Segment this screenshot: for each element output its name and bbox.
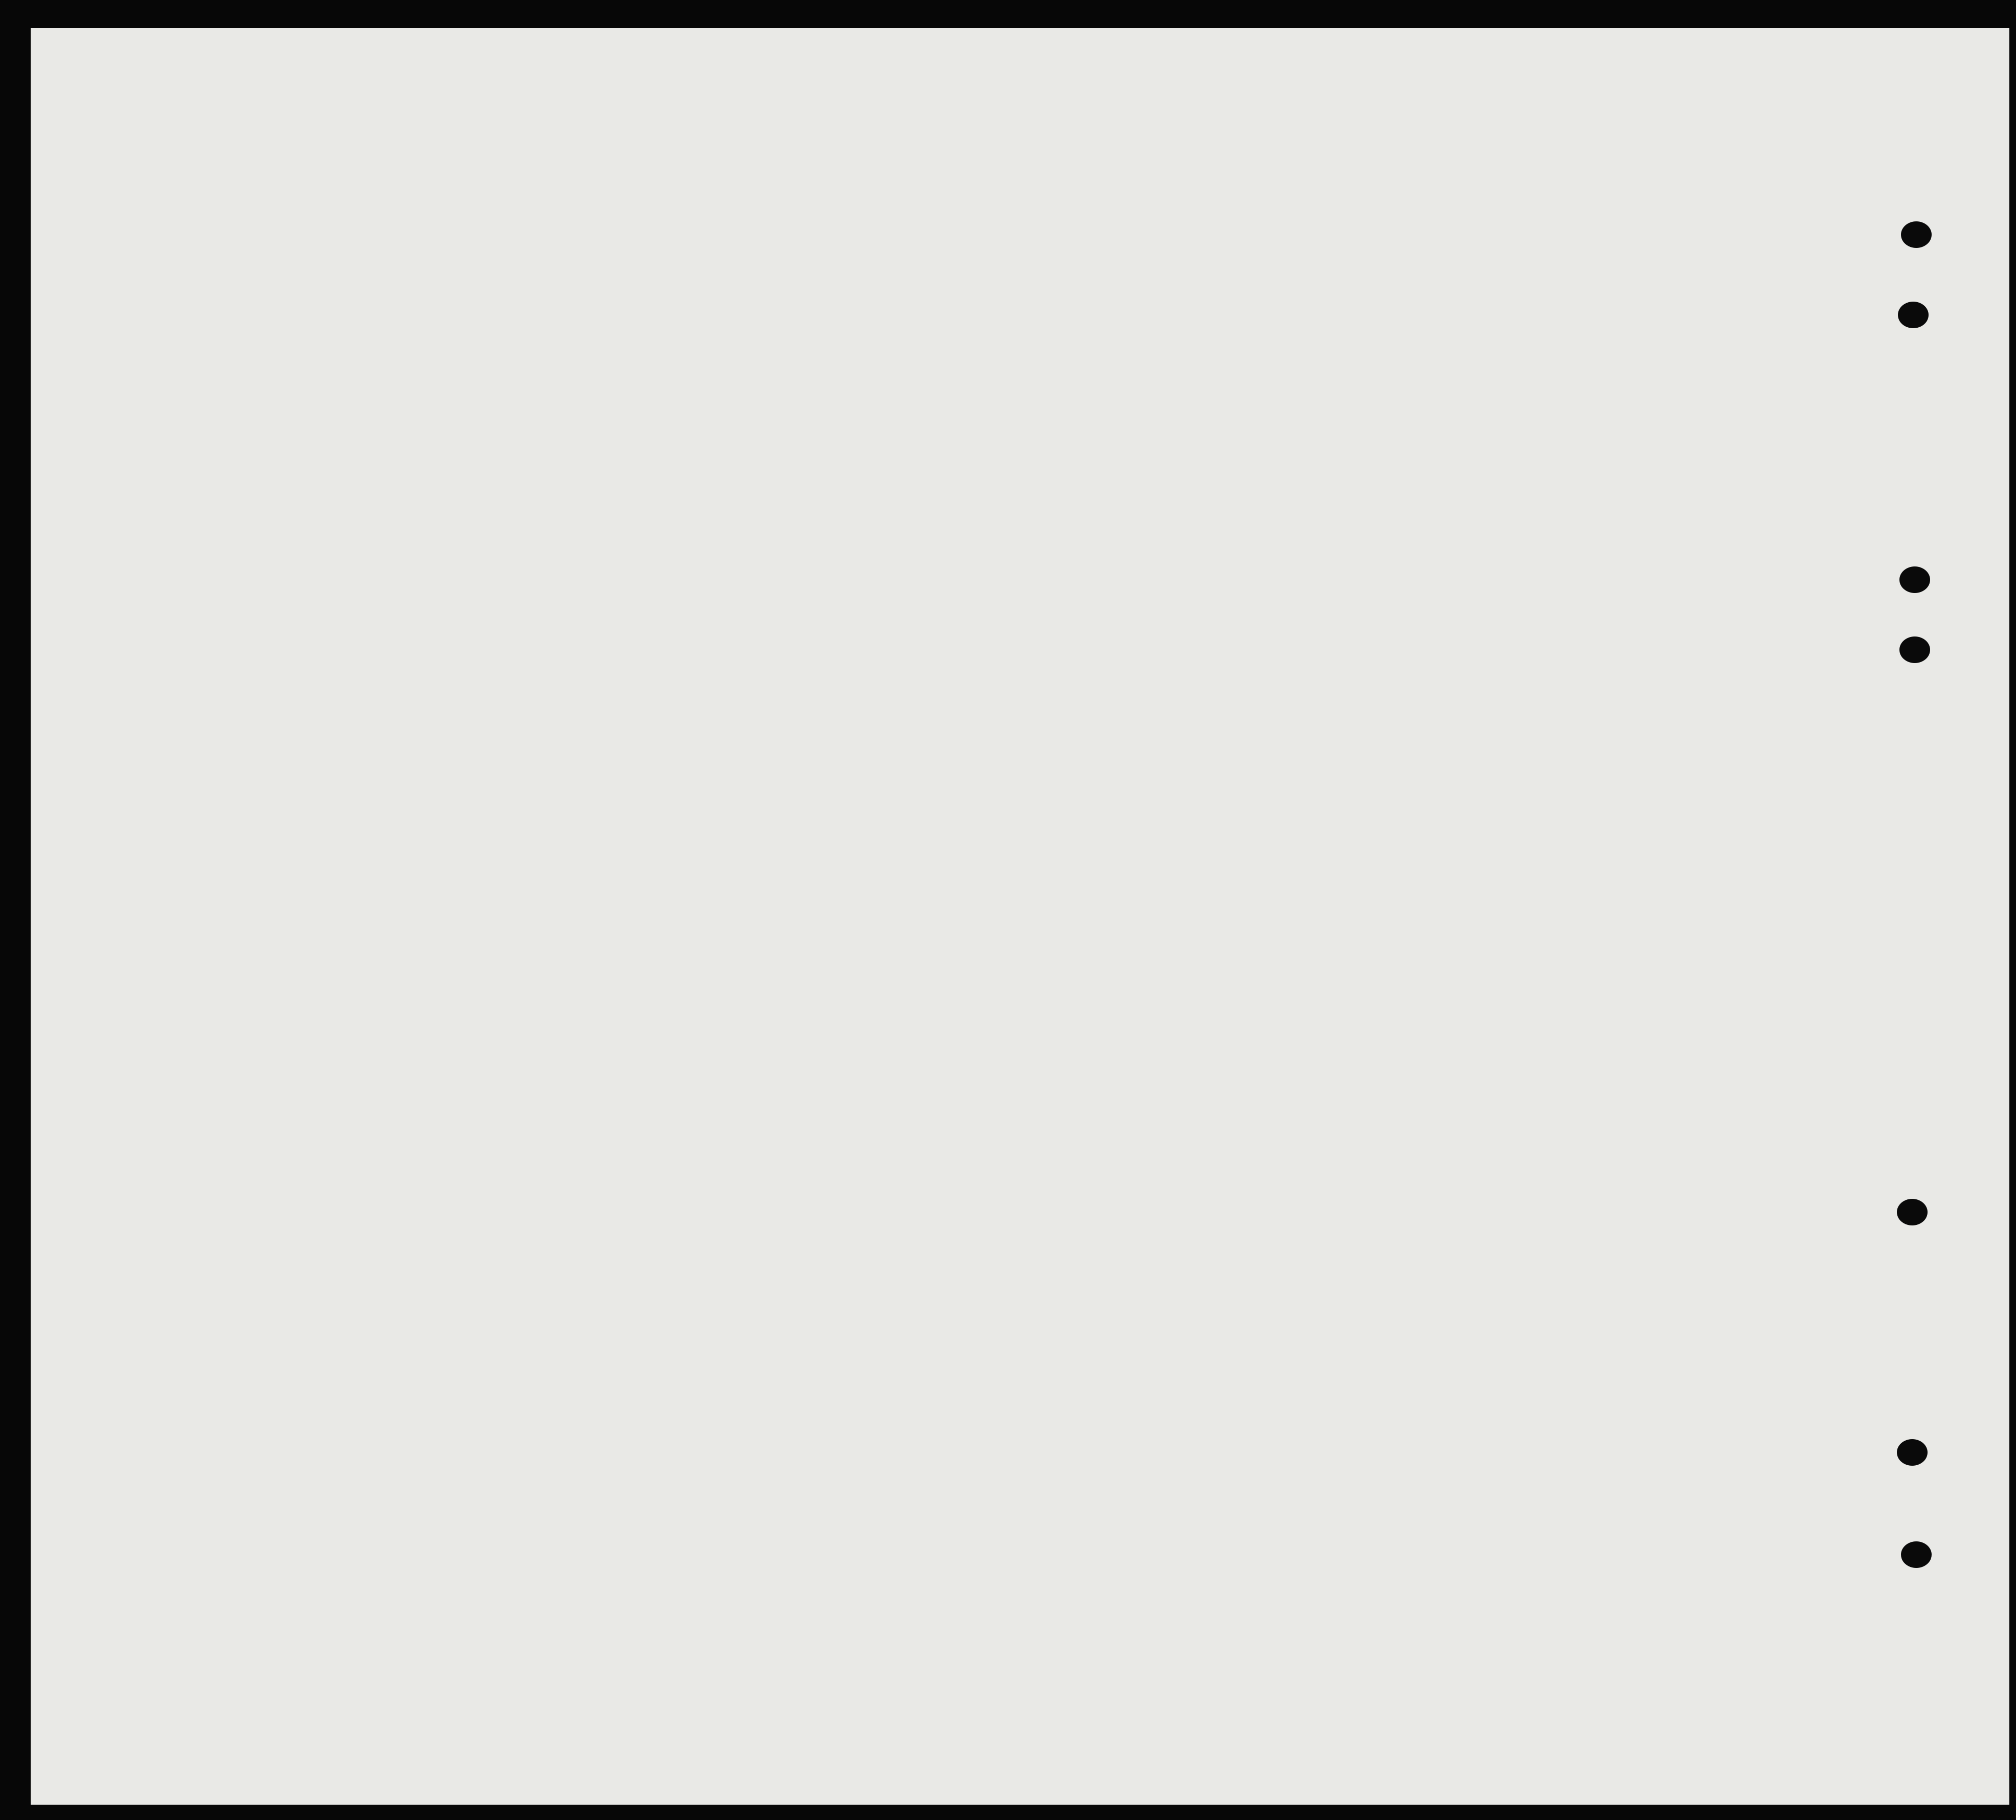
punch-hole: [1901, 221, 1932, 248]
punch-hole: [1897, 1439, 1928, 1466]
form-grid: [31, 28, 2009, 1805]
punch-hole: [1897, 1199, 1928, 1225]
punch-hole: [1899, 566, 1930, 593]
punch-hole: [1898, 302, 1929, 328]
manifest-sheet: [31, 28, 2009, 1805]
punch-hole: [1899, 636, 1930, 663]
punch-hole: [1901, 1541, 1932, 1568]
